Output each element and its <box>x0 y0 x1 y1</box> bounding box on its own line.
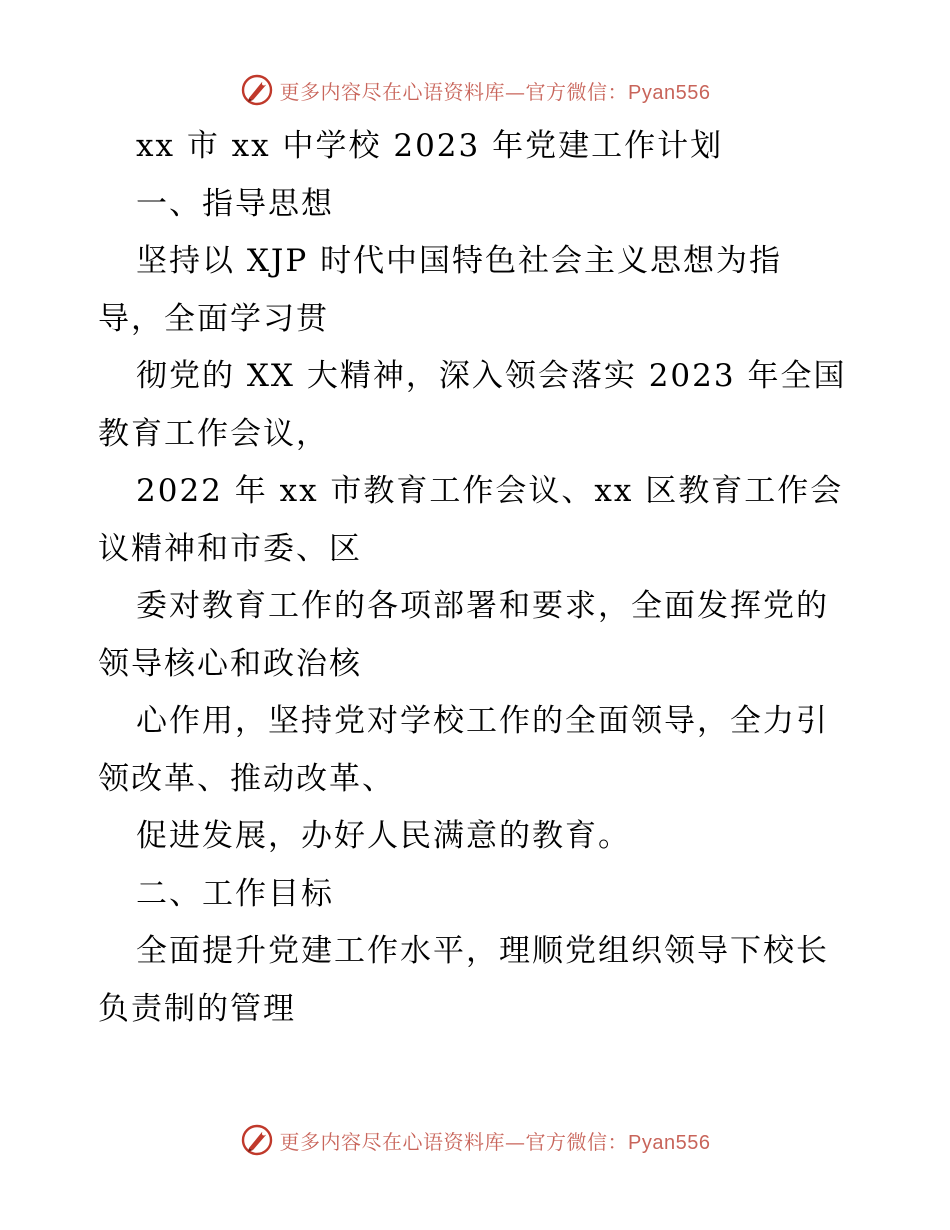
pen-logo-icon <box>240 1123 274 1157</box>
banner-label: 更多内容尽在心语资料库—官方微信： <box>279 1129 629 1154</box>
footer-watermark-banner <box>0 1118 950 1162</box>
banner-text <box>280 76 711 105</box>
paragraph-line: 教育工作会议， <box>98 415 329 452</box>
paragraph-line: 全面提升党建工作水平，理顺党组织领导下校长 <box>136 933 829 969</box>
paragraph-line: 导，全面学习贯 <box>98 300 329 337</box>
paragraph-line: 委对教育工作的各项部署和要求，全面发挥党的 <box>136 588 829 624</box>
header-watermark-banner <box>0 68 950 112</box>
paragraph-line: 促进发展，办好人民满意的教育。 <box>136 818 631 854</box>
paragraph-line: 2022 年 xx 市教育工作会议、xx 区教育工作会 <box>136 473 844 509</box>
banner-wechat-id: Pyan556 <box>628 1131 711 1154</box>
pen-logo-icon <box>240 73 274 107</box>
section-heading: 一、指导思想 <box>136 185 334 222</box>
paragraph-line: 心作用，坚持党对学校工作的全面领导，全力引 <box>136 703 829 739</box>
paragraph-line: 议精神和市委、区 <box>98 530 362 567</box>
section-heading: 二、工作目标 <box>136 875 334 912</box>
paragraph-line: 彻党的 XX 大精神，深入领会落实 2023 年全国 <box>136 358 847 394</box>
banner-text <box>280 1126 711 1155</box>
paragraph-line: 坚持以 XJP 时代中国特色社会主义思想为指 <box>136 243 783 279</box>
paragraph-line: 领改革、推动改革、 <box>98 760 395 797</box>
paragraph-line: 负责制的管理 <box>98 990 296 1027</box>
document-title: xx 市 xx 中学校 2023 年党建工作计划 <box>136 128 724 164</box>
banner-wechat-id: Pyan556 <box>628 81 711 104</box>
paragraph-line: 领导核心和政治核 <box>98 645 362 682</box>
banner-label: 更多内容尽在心语资料库—官方微信： <box>279 79 629 104</box>
document-body <box>98 118 858 1038</box>
